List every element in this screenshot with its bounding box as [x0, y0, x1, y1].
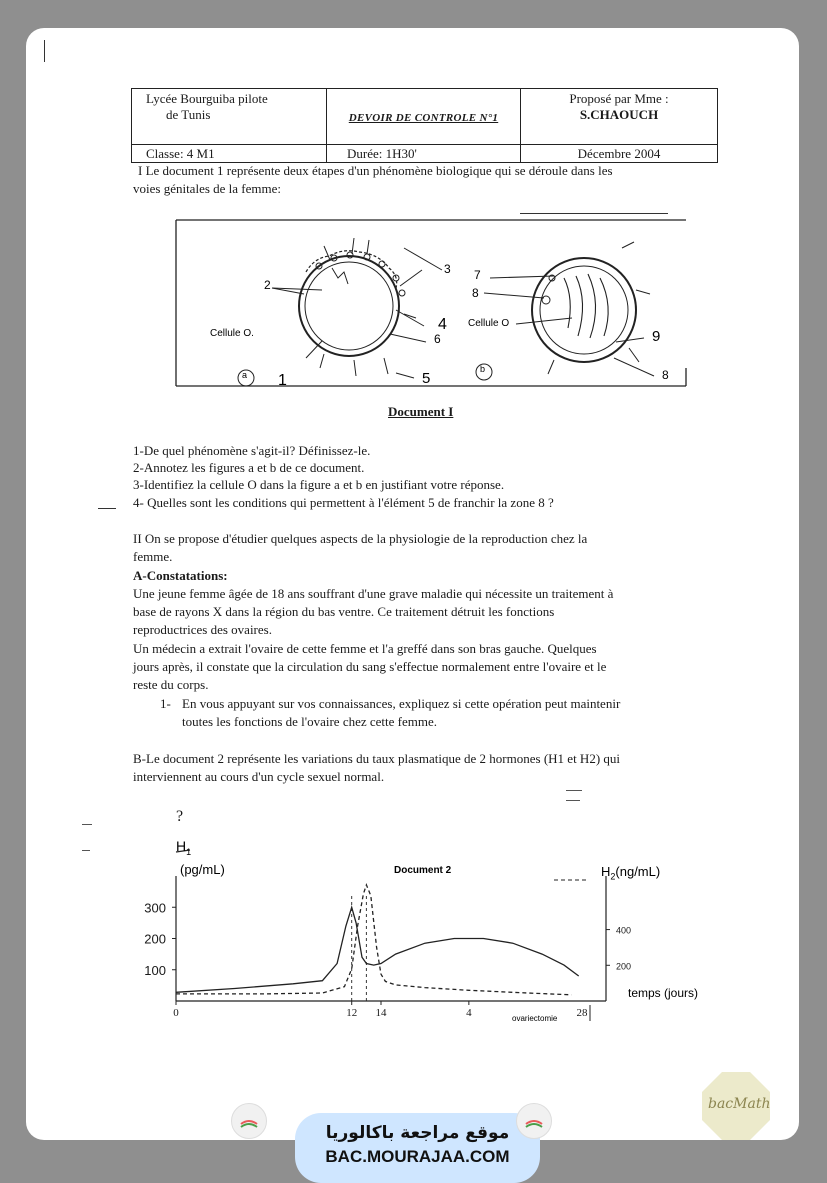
leader-line [614, 358, 654, 376]
school-cell [132, 89, 327, 145]
figure-a-cell-label: Cellule O. [210, 328, 254, 339]
right-axis-unit: (ng/mL) [615, 864, 661, 879]
left-tick-label: 300 [144, 900, 166, 916]
banner-url[interactable]: BAC.MOURAJAA.COM [325, 1147, 510, 1166]
document1-figure [174, 218, 694, 388]
right-axis-label: H [601, 864, 611, 879]
blank-rule [520, 213, 668, 214]
book-icon [232, 1104, 266, 1138]
right-axis-sub: 2 [610, 871, 616, 882]
watermark-text: bacMath [708, 1096, 771, 1112]
margin-question-mark: ? [176, 808, 184, 825]
teacher-cell [521, 89, 718, 145]
margin-dash [82, 850, 90, 851]
left-axis-label: H [176, 838, 187, 854]
leader-line [616, 338, 644, 342]
leader-line [390, 334, 426, 342]
margin-mark [44, 40, 45, 62]
site-logo-right [516, 1103, 552, 1139]
bacmath-watermark [700, 1070, 772, 1142]
figure-a-number-3: 3 [444, 262, 451, 276]
left-tick-label: 200 [144, 931, 166, 947]
right-axis-letter [601, 864, 660, 882]
leader-line [404, 248, 442, 270]
egg-b-inner-membrane [540, 266, 628, 354]
margin-dash [82, 824, 92, 825]
constat-line-4: Un médecin a extrait l'ovaire de cette femme et l'a greffé dans son bras gauche. Quelques [133, 641, 597, 656]
part1-intro-line2: voies génitales de la femme: [133, 181, 282, 196]
constat-line-5: jours après, il constate que la circulation du sang s'effectue normalement entre l'ovaire et le [133, 659, 607, 674]
q-a1-number: 1- [160, 696, 171, 711]
x-tick-label: 4 [466, 1007, 472, 1019]
q-a1-line2: toutes les fonctions de l'ovaire chez cette femme. [182, 714, 438, 729]
document1-svg [174, 218, 694, 388]
leader-line [396, 373, 414, 378]
question-4: 4- Quelles sont les conditions qui permettent à l'élément 5 de franchir la zone 8 ? [133, 495, 554, 510]
figure-a-number-2: 2 [264, 278, 271, 292]
banner-arabic: موقع مراجعة باكالوريا [325, 1123, 510, 1143]
section-a-title: A-Constatations: [133, 568, 228, 583]
leader-line [400, 270, 422, 286]
right-tick-label: 400 [616, 925, 632, 936]
left-axis-unit: (pg/mL) [180, 862, 225, 877]
polar-body [542, 296, 550, 304]
corona-cell [399, 290, 405, 296]
right-tick-label: 200 [616, 961, 632, 972]
chart-title: Document 2 [394, 865, 452, 876]
header-table [131, 88, 718, 163]
figure-b-cell-label: Cellule O [468, 318, 510, 329]
q-a1-line1: En vous appuyant sur vos connaissances, expliquez si cette opération peut maintenir [182, 696, 621, 711]
sperm-head [332, 268, 348, 284]
h1-series-line [176, 907, 579, 992]
spindle-fibers [564, 274, 608, 338]
site-banner[interactable] [295, 1113, 540, 1183]
figure-a-number-5: 5 [422, 370, 431, 387]
egg-inner-membrane [305, 262, 393, 350]
h2-series-line [176, 885, 571, 995]
constat-line-2: base de rayons X dans la région du bas ventre. Ce traitement détruit les fonctions [133, 604, 555, 619]
proposed-by-label: Proposé par Mme : [569, 91, 669, 106]
class-cell: Classe: 4 M1 [132, 145, 327, 163]
section-b-line2: interviennent au cours d'un cycle sexuel normal. [133, 769, 385, 784]
constat-line-6: reste du corps. [133, 677, 209, 692]
margin-dash [566, 800, 580, 801]
section-b-line1: B-Le document 2 représente les variations du taux plasmatique de 2 hormones (H1 et H2) qui [133, 751, 621, 766]
school-name-line2: de Tunis [166, 107, 211, 122]
x-axis-label: temps (jours) [628, 986, 699, 1000]
document-page [26, 28, 799, 1166]
document1-title: Document I [388, 404, 454, 419]
question-2: 2-Annotez les figures a et b de ce document. [133, 460, 365, 475]
x-tick-label: 0 [173, 1007, 179, 1019]
leader-line [516, 318, 572, 324]
figure-a-number-6: 6 [434, 332, 441, 346]
figure-b [476, 242, 654, 380]
teacher-name: S.CHAOUCH [579, 107, 659, 122]
ovariectomie-label: ovariectomie [512, 1014, 558, 1023]
figure-a-letter: a [242, 370, 248, 380]
figure-b-number-8: 8 [662, 368, 669, 382]
egg-outer-membrane [299, 256, 399, 356]
left-tick-label: 100 [144, 962, 166, 978]
figure-a-number-4: 4 [438, 316, 447, 333]
x-tick-label-28: 28 [576, 1007, 588, 1019]
figure-b-letter: b [480, 364, 486, 374]
x-tick-label: 14 [375, 1007, 387, 1019]
leader-line [396, 310, 424, 326]
figure-b-number-9: 9 [652, 328, 661, 345]
part2-intro-line1: II On se propose d'étudier quelques aspects de la physiologie de la reproduction chez la [133, 531, 588, 546]
constat-line-1: Une jeune femme âgée de 18 ans souffrant d'une grave maladie qui nécessite un traitement à [133, 586, 614, 601]
margin-dash [566, 790, 582, 791]
corona-cell [379, 261, 385, 267]
left-axis-letter [176, 838, 191, 857]
part2-intro-line2: femme. [133, 549, 173, 564]
school-name-line1: Lycée Bourguiba pilote [146, 91, 268, 106]
question-3: 3-Identifiez la cellule O dans la figure a et b en justifiant votre réponse. [133, 477, 505, 492]
figure-b-number-7: 7 [474, 268, 481, 282]
date-cell: Décembre 2004 [521, 145, 718, 163]
question-1: 1-De quel phénomène s'agit-il? Définissez-le. [133, 443, 371, 458]
document2-chart [126, 836, 726, 1026]
site-logo-left [231, 1103, 267, 1139]
book-icon [517, 1104, 551, 1138]
duration-cell: Durée: 1H30' [327, 145, 521, 163]
figure-a-number-1: 1 [278, 372, 287, 389]
devoir-title: DEVOIR DE CONTROLE N°1 [348, 111, 499, 124]
egg-b-outer-membrane [532, 258, 636, 362]
constat-line-3: reproductrices des ovaires. [133, 622, 272, 637]
part1-intro-line1: I Le document 1 représente deux étapes d'un phénomène biologique qui se déroule dans les [138, 163, 613, 178]
figure-a [238, 238, 442, 386]
margin-dash [98, 508, 116, 509]
figure-b-number-s: 8 [472, 286, 479, 300]
x-tick-label: 12 [346, 1007, 358, 1019]
leader-line [306, 341, 322, 358]
left-axis-sub: 1 [186, 846, 192, 857]
devoir-cell [327, 89, 521, 145]
